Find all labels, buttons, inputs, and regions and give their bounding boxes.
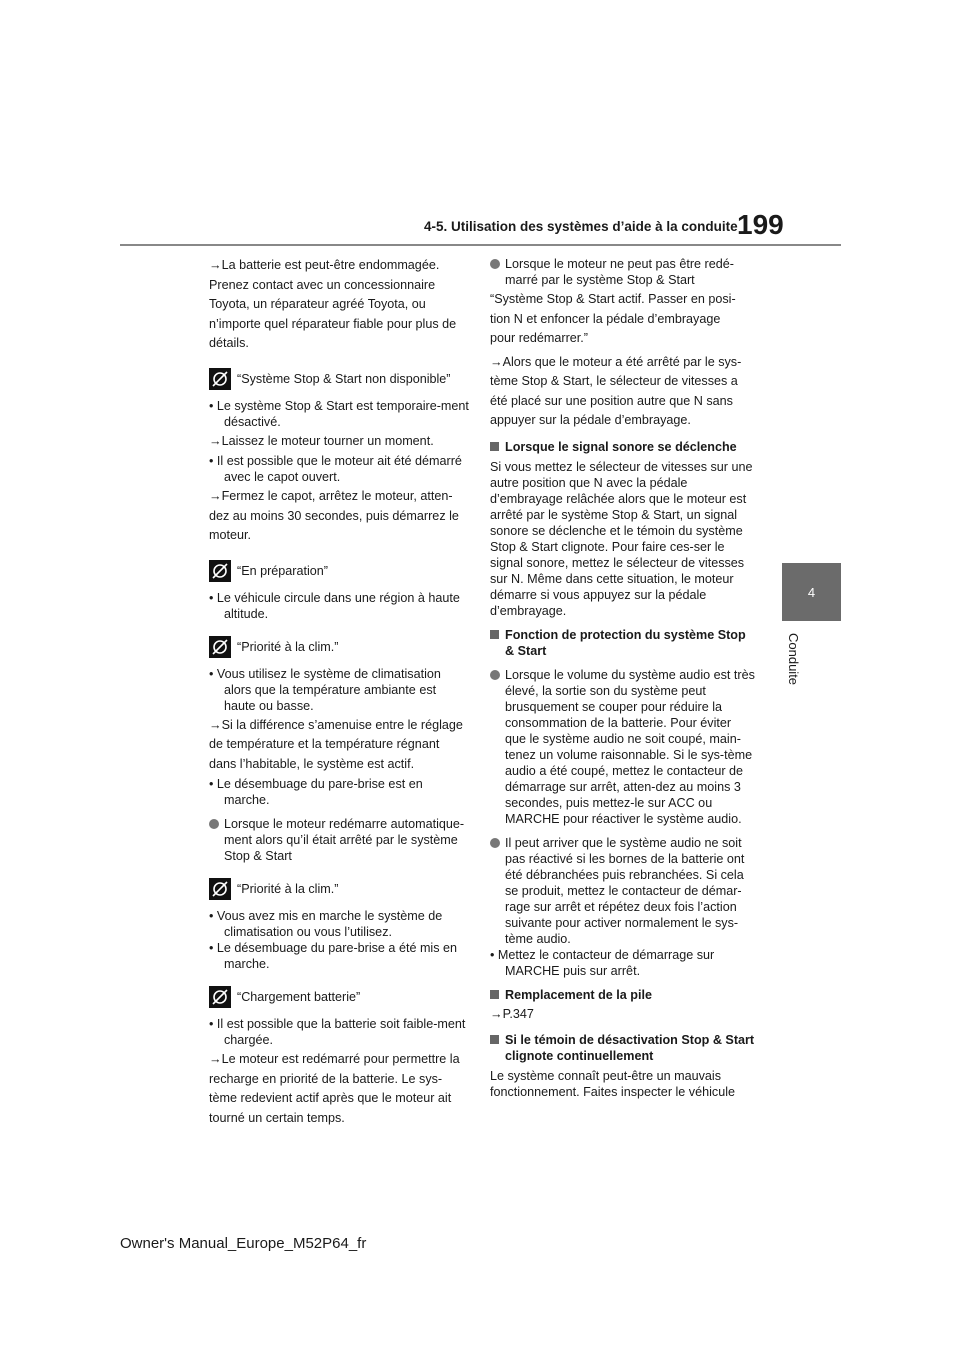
list-item: Il peut arriver que le système audio ne soit pas réactivé si les bornes de la batterie ont été débranchées puis rebranchées. Si cela se produit, mettez le contacteur de démar-rage sur arrêt et répétez deux fois l’action suivante pour activer normalement le sys-tème audio.: [490, 835, 755, 947]
message-text: “Priorité à la clim.”: [237, 882, 339, 896]
list-item: • Le désembuage du pare-brise est en marche.: [209, 777, 423, 807]
message-line: [209, 878, 471, 900]
stop-start-indicator-icon: [209, 560, 231, 582]
header-divider: [120, 244, 841, 246]
chapter-tab[interactable]: [782, 563, 841, 621]
paragraph: Le système connaît peut-être un mauvais fonctionnement. Faites inspecter le véhicule: [490, 1069, 736, 1099]
paragraph: Prenez contact avec un concessionnaire: [209, 277, 436, 292]
section-heading: Fonction de protection du système Stop & Start: [490, 627, 755, 659]
message-text: “Chargement batterie”: [237, 990, 361, 1004]
section-heading: Lorsque le signal sonore se déclenche: [490, 439, 755, 455]
section-heading: Si le témoin de désactivation Stop & Start clignote continuellement: [490, 1032, 755, 1064]
message-line: [209, 986, 471, 1008]
paragraph: →Laissez le moteur tourner un moment.: [209, 433, 434, 448]
message-line: [209, 368, 471, 390]
paragraph: recharge en priorité de la batterie. Le sys-: [209, 1071, 443, 1086]
list-item: • Le système Stop & Start est temporaire-ment désactivé.: [209, 398, 469, 429]
paragraph: Toyota, un réparateur agréé Toyota, ou: [209, 297, 426, 311]
paragraph: appuyer sur la pédale d’embrayage.: [490, 413, 691, 427]
chapter-label: Conduite: [786, 633, 801, 686]
paragraph: détails.: [209, 336, 249, 350]
paragraph: n’importe quel réparateur fiable pour plus de: [209, 316, 457, 331]
square-bullet-icon: [490, 630, 499, 639]
paragraph: moteur.: [209, 528, 251, 542]
paragraph: tion N et enfoncer la pédale d’embrayage: [490, 311, 721, 326]
list-item: • Mettez le contacteur de démarrage sur MARCHE puis sur arrêt.: [490, 947, 715, 978]
paragraph: Si vous mettez le sélecteur de vitesses sur une autre position que N avec la pédale d’embrayage relâchée alors que le moteur est arrêté par le système Stop & Start, un signal sonore se déclenche et le témoin du système Stop & Start clignote. Pour faire ces-ser le signal sonore, mettez le sélecteur de vitesses sur N. Même dans cette situation, le moteur démarre si vous appuyez sur la pédale d’embrayage.: [490, 459, 753, 618]
section-heading: Remplacement de la pile: [490, 987, 755, 1003]
paragraph: →Le moteur est redémarré pour permettre la: [209, 1052, 460, 1066]
paragraph: →Si la différence s’amenuise entre le réglage: [209, 717, 463, 732]
paragraph: →La batterie est peut-être endommagée.: [209, 258, 440, 272]
section-title: 4-5. Utilisation des systèmes d’aide à la conduite: [424, 219, 738, 234]
stop-start-indicator-icon: [209, 878, 231, 900]
list-item: • Vous avez mis en marche le système de climatisation ou vous l’utilisez.: [209, 909, 443, 939]
bullet-dot-icon: [490, 838, 500, 848]
paragraph: tourné un certain temps.: [209, 1110, 345, 1125]
paragraph: de température et la température régnant: [209, 737, 440, 751]
paragraph: été placé sur une position autre que N sans: [490, 393, 733, 408]
message-text: “Système Stop & Start non disponible”: [237, 371, 451, 386]
chapter-number: 4: [807, 584, 816, 600]
bullet-dot-icon: [490, 259, 500, 269]
list-item: • Le véhicule circule dans une région à haute altitude.: [209, 590, 460, 621]
list-item: • Il est possible que la batterie soit faible-ment chargée.: [209, 1017, 466, 1047]
list-item: Lorsque le volume du système audio est très élevé, la sortie son du système peut brusquement se couper pour réduire la consommation de la batterie. Pour éviter que le système audio ne soit coupé, main-tenez un volume raisonnable. Si le sys-tème audio a été coupé, mettez le contacteur de démarrage sur arrêt, atten-dez au moins 3 secondes, puis mettez-le sur ACC ou MARCHE pour réactiver le système audio.: [490, 667, 755, 827]
square-bullet-icon: [490, 442, 499, 451]
paragraph: “Système Stop & Start actif. Passer en posi-: [490, 292, 736, 306]
footer-text: Owner's Manual_Europe_M52P64_fr: [120, 1235, 367, 1252]
message-text: “Priorité à la clim.”: [237, 639, 339, 654]
list-item: • Vous utilisez le système de climatisation alors que la température ambiante est haute ou basse.: [209, 666, 441, 713]
left-column: [209, 256, 471, 1128]
right-column: [490, 256, 755, 1100]
paragraph: dans l’habitable, le système est actif.: [209, 756, 415, 771]
page-reference[interactable]: →P.347: [490, 1006, 534, 1021]
stop-start-indicator-icon: [209, 368, 231, 390]
paragraph: →Alors que le moteur a été arrêté par le sys-: [490, 354, 742, 369]
message-line: [209, 636, 471, 658]
stop-start-indicator-icon: [209, 636, 231, 658]
paragraph: dez au moins 30 secondes, puis démarrez le: [209, 508, 459, 523]
paragraph: pour redémarrer.”: [490, 331, 588, 345]
square-bullet-icon: [490, 990, 499, 999]
bullet-dot-icon: [209, 819, 219, 829]
bullet-dot-icon: [490, 670, 500, 680]
paragraph: tème Stop & Start, le sélecteur de vitesses a: [490, 374, 738, 388]
list-item: Lorsque le moteur redémarre automatique-ment alors qu’il était arrêté par le système Stop & Start: [209, 816, 471, 864]
paragraph: →Fermez le capot, arrêtez le moteur, atten-: [209, 489, 453, 503]
page-number: 199: [737, 209, 784, 240]
list-item: • Il est possible que le moteur ait été démarré avec le capot ouvert.: [209, 454, 462, 484]
square-bullet-icon: [490, 1035, 499, 1044]
paragraph: tème redevient actif après que le moteur ait: [209, 1091, 452, 1105]
list-item: • Le désembuage du pare-brise a été mis en marche.: [209, 941, 458, 971]
list-item: Lorsque le moteur ne peut pas être redé-marré par le système Stop & Start: [490, 256, 755, 288]
message-text: “En préparation”: [237, 563, 329, 578]
stop-start-indicator-icon: [209, 986, 231, 1008]
message-line: [209, 560, 471, 582]
